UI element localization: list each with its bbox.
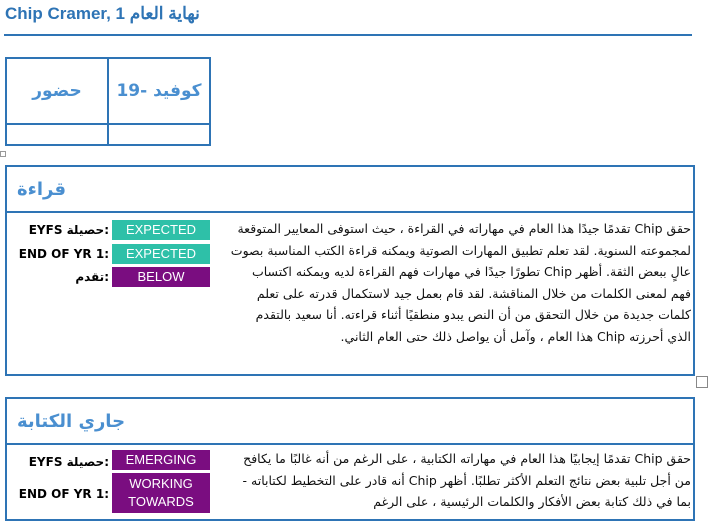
report-title: Chip Cramer, 1 نهاية العام [5,4,200,23]
writing-comment[interactable]: حقق Chip تقدمًا إيجابيًا هذا العام في مهاراته الكتابية ، على الرغم من أنه غالبًا ما يكافح من أجل تلبية بعض نتائج التعلم الأكثر تطلبًا. أظهر Chip أنه قادر على التخطيط لكتاباته - بما في ذلك كتابة بعض الأفكار والكلمات الرئيسية ، على الرغم [242,451,691,509]
end-yr1-label: END OF YR 1: [18,487,109,501]
table-anchor-icon [0,151,6,157]
end-yr1-label: END OF YR 1: [18,247,109,261]
attendance-header: حضور [6,58,108,124]
attendance-table [5,57,211,146]
progress-badge: BELOW [112,267,210,287]
eyfs-label: EYFS حصيلة: [28,223,109,237]
title-divider [4,34,692,36]
eyfs-label: EYFS حصيلة: [28,455,109,469]
reading-comment[interactable]: حقق Chip تقدمًا جيدًا هذا العام في مهاراته في القراءة ، حيث استوفى المعايير المتوقعة لمجموعته السنوية. لقد تعلم تطبيق المهارات الصوتية ويمكنه قراءة الكتب المناسبة بصوت عالٍ ببعض الثقة. أظهر Chip تطورًا جيدًا في مهارات فهم القراءة لديه ويمكنه اكتساب فهم لمعنى الكلمات من خلال المناقشة. لقد قام بعمل جيد لاستكمال قدرته على تعلم كلمات جديدة من خلال التحقق من أن النص يبدو منطقيًا أثناء قراءته. أنا سعيد بالتقدم الذي أحرزته Chip هذا العام ، وآمل أن يواصل ذلك حتى العام الثاني. [230,221,691,344]
covid-header: كوفيد -19 [108,58,210,124]
attendance-value[interactable] [6,124,108,145]
reading-section [5,165,695,376]
end-yr1-badge: WORKING TOWARDS [112,473,210,513]
eyfs-badge: EXPECTED [112,220,210,240]
writing-section [5,397,695,521]
covid-value[interactable] [108,124,210,145]
checkbox-icon[interactable] [696,376,708,388]
eyfs-badge: EMERGING [112,450,210,470]
reading-title: قراءة [7,167,693,213]
writing-title: جاري الكتابة [7,399,693,445]
end-yr1-badge: EXPECTED [112,244,210,264]
progress-label: تقدم: [75,270,109,284]
